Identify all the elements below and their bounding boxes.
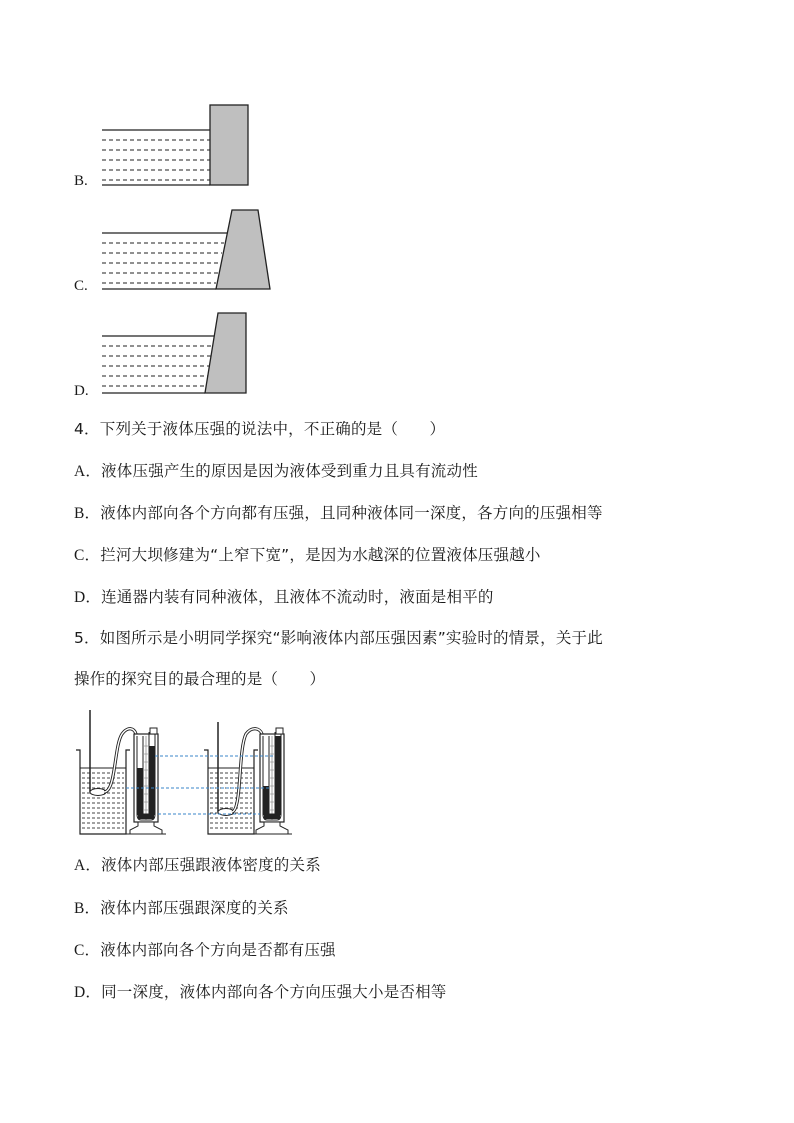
dam-diagram-c <box>100 205 300 295</box>
dam-figure-option-d <box>74 310 274 402</box>
q4-option-d-text: 连通器内装有同种液体，且液体不流动时，液面是相平的 <box>101 588 494 606</box>
pressure-experiment-figure <box>74 706 304 840</box>
q5-option-d <box>74 982 447 1003</box>
q5-option-b-text: 液体内部压强跟深度的关系 <box>100 899 289 917</box>
dam-figure-option-c <box>74 205 274 297</box>
q4-stem: 4．下列关于液体压强的说法中，不正确的是（ ） <box>74 420 446 438</box>
q4-option-b <box>74 503 603 524</box>
dam-wall-c <box>216 210 270 289</box>
right-beaker-setup <box>204 722 292 834</box>
dam-wall-b <box>210 105 248 185</box>
q5-option-b-label: B． <box>74 900 101 917</box>
q5-option-a <box>74 855 321 876</box>
q4-option-b-label: B． <box>74 505 101 522</box>
q4-option-b-text: 液体内部向各个方向都有压强，且同种液体同一深度，各方向的压强相等 <box>100 504 603 522</box>
dam-figure-option-b <box>74 100 274 192</box>
q4-option-a-label: A． <box>74 463 102 480</box>
q5-stem-line-2: 操作的探究目的最合理的是（ ） <box>74 670 326 688</box>
option-letter-c: C. <box>74 278 88 294</box>
q4-option-c-label: C． <box>74 547 101 564</box>
q4-option-a <box>74 461 478 482</box>
q5-option-c <box>74 940 336 961</box>
q5-stem-line-1: 5．如图所示是小明同学探究“影响液体内部压强因素”实验时的情景，关于此 <box>74 629 603 647</box>
option-letter-d: D. <box>74 383 89 399</box>
q4-option-a-text: 液体压强产生的原因是因为液体受到重力且具有流动性 <box>101 462 478 480</box>
q4-option-d-label: D． <box>74 589 102 606</box>
q5-option-d-text: 同一深度，液体内部向各个方向压强大小是否相等 <box>101 983 447 1001</box>
q5-option-d-label: D． <box>74 984 102 1001</box>
option-letter-b: B. <box>74 173 88 189</box>
q4-option-c <box>74 545 541 566</box>
q5-option-c-text: 液体内部向各个方向是否都有压强 <box>100 941 336 959</box>
q5-option-a-text: 液体内部压强跟液体密度的关系 <box>101 856 321 874</box>
q5-option-c-label: C． <box>74 942 101 959</box>
dam-diagram-d <box>100 310 280 400</box>
q5-option-a-label: A． <box>74 857 102 874</box>
dam-wall-d <box>205 313 246 393</box>
dam-diagram-b <box>100 100 260 190</box>
left-beaker-setup <box>76 710 166 834</box>
q4-option-c-text: 拦河大坝修建为“上窄下宽”，是因为水越深的位置液体压强越小 <box>100 546 541 564</box>
q4-option-d <box>74 587 494 608</box>
q5-option-b <box>74 898 289 919</box>
